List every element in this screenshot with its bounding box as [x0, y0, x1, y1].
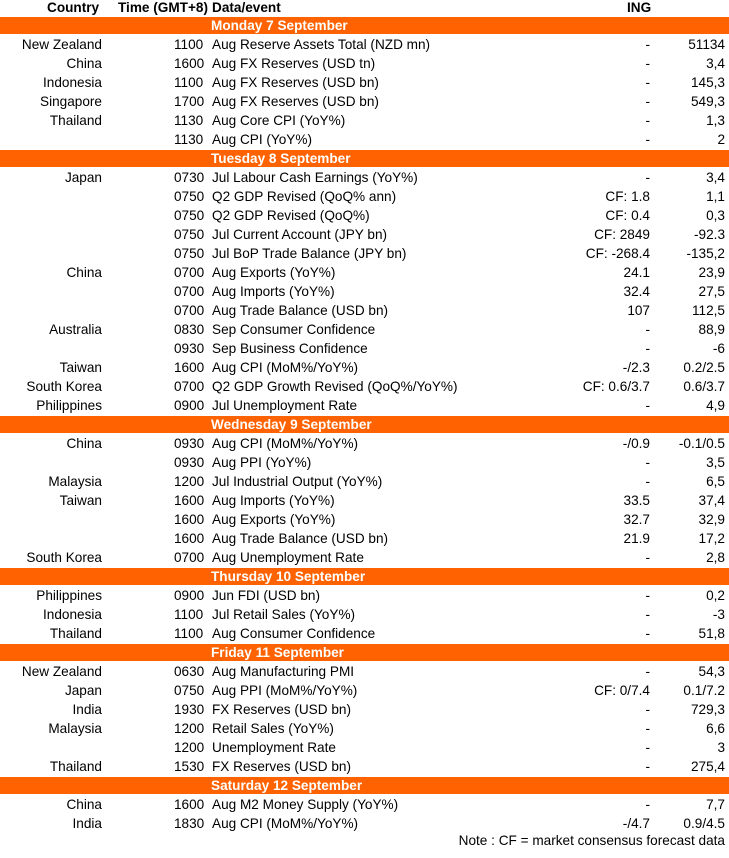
cell-country: Australia — [49, 322, 102, 337]
cell-previous: -3 — [712, 607, 725, 622]
cell-ing-forecast: - — [645, 94, 650, 109]
cell-country: New Zealand — [21, 664, 102, 679]
table-row — [0, 529, 729, 548]
cell-previous: 4,9 — [706, 398, 725, 413]
cell-time: 0930 — [174, 455, 205, 470]
cell-ing-forecast: - — [645, 702, 650, 717]
cell-country: Indonesia — [43, 75, 102, 90]
cell-time: 0700 — [174, 284, 205, 299]
cell-event: Sep Business Confidence — [212, 341, 368, 356]
table-row — [0, 434, 729, 453]
cell-time: 0750 — [174, 227, 205, 242]
day-title: Thursday 10 September — [211, 569, 366, 584]
cell-ing-forecast: -/2.3 — [622, 360, 650, 375]
cell-previous: 3,4 — [706, 170, 725, 185]
cell-ing-forecast: CF: 1.8 — [605, 189, 650, 204]
cell-time: 0700 — [174, 550, 205, 565]
footnote: Note : CF = market consensus forecast data — [458, 833, 725, 848]
cell-event: Aug CPI (MoM%/YoY%) — [212, 816, 359, 831]
cell-country: India — [72, 702, 102, 717]
cell-country: Philippines — [36, 398, 102, 413]
cell-event: Aug Unemployment Rate — [212, 550, 364, 565]
table-row — [0, 396, 729, 415]
cell-event: Aug Exports (YoY%) — [212, 512, 336, 527]
cell-ing-forecast: CF: 2849 — [594, 227, 650, 242]
cell-time: 0750 — [174, 208, 205, 223]
day-header — [0, 150, 729, 167]
cell-previous: 0.9/4.5 — [683, 816, 725, 831]
cell-time: 1200 — [174, 740, 205, 755]
cell-country: Singapore — [40, 94, 102, 109]
cell-event: Aug CPI (MoM%/YoY%) — [212, 360, 359, 375]
table-row — [0, 700, 729, 719]
cell-previous: 1,3 — [706, 113, 725, 128]
cell-event: Q2 GDP Revised (QoQ%) — [212, 208, 370, 223]
day-title: Wednesday 9 September — [211, 417, 372, 432]
cell-ing-forecast: - — [645, 113, 650, 128]
day-title: Tuesday 8 September — [211, 151, 351, 166]
cell-event: Aug Exports (YoY%) — [212, 265, 336, 280]
cell-country: New Zealand — [21, 37, 102, 52]
cell-ing-forecast: - — [645, 626, 650, 641]
cell-previous: 145,3 — [690, 75, 725, 90]
table-row — [0, 206, 729, 225]
day-header — [0, 644, 729, 661]
cell-event: Jul BoP Trade Balance (JPY bn) — [212, 246, 407, 261]
table-row — [0, 320, 729, 339]
cell-ing-forecast: - — [645, 721, 650, 736]
cell-event: Aug FX Reserves (USD bn) — [212, 94, 379, 109]
cell-previous: 0,3 — [706, 208, 725, 223]
table-row — [0, 301, 729, 320]
cell-event: Aug Trade Balance (USD bn) — [212, 531, 389, 546]
table-row — [0, 244, 729, 263]
header-event: Data/event — [212, 0, 281, 15]
cell-time: 1600 — [174, 360, 205, 375]
cell-ing-forecast: - — [645, 170, 650, 185]
cell-event: Aug Reserve Assets Total (NZD mn) — [212, 37, 431, 52]
cell-previous: 23,9 — [698, 265, 725, 280]
cell-time: 1600 — [174, 512, 205, 527]
cell-ing-forecast: - — [645, 759, 650, 774]
cell-time: 1130 — [174, 132, 204, 147]
cell-ing-forecast: 107 — [627, 303, 650, 318]
cell-previous: 7,7 — [706, 797, 725, 812]
table-row — [0, 92, 729, 111]
cell-country: Thailand — [49, 113, 102, 128]
cell-ing-forecast: - — [645, 132, 650, 147]
cell-previous: 2 — [717, 132, 725, 147]
cell-country: Indonesia — [43, 607, 102, 622]
header-row — [0, 0, 729, 16]
cell-ing-forecast: - — [645, 588, 650, 603]
table-row — [0, 605, 729, 624]
table-row — [0, 662, 729, 681]
cell-country: Thailand — [49, 626, 102, 641]
cell-ing-forecast: - — [645, 398, 650, 413]
table-body — [0, 17, 729, 833]
table-row — [0, 54, 729, 73]
cell-ing-forecast: CF: -268.4 — [585, 246, 650, 261]
cell-ing-forecast: 33.5 — [623, 493, 650, 508]
cell-event: Aug CPI (MoM%/YoY%) — [212, 436, 359, 451]
cell-ing-forecast: - — [645, 740, 650, 755]
cell-country: Taiwan — [59, 360, 102, 375]
cell-time: 0700 — [174, 379, 205, 394]
cell-previous: 1,1 — [706, 189, 725, 204]
cell-ing-forecast: 21.9 — [623, 531, 650, 546]
day-title: Friday 11 September — [211, 645, 344, 660]
table-row — [0, 738, 729, 757]
cell-time: 0750 — [174, 189, 205, 204]
cell-time: 0700 — [174, 303, 205, 318]
day-header — [0, 777, 729, 794]
cell-time: 1530 — [174, 759, 205, 774]
cell-time: 0900 — [174, 398, 205, 413]
cell-previous: -92.3 — [694, 227, 725, 242]
cell-previous: 112,5 — [691, 303, 725, 318]
cell-event: Unemployment Rate — [212, 740, 336, 755]
cell-event: Jul Unemployment Rate — [212, 398, 358, 413]
cell-time: 0750 — [174, 683, 205, 698]
cell-event: Retail Sales (YoY%) — [212, 721, 334, 736]
cell-event: Aug Manufacturing PMI — [212, 664, 355, 679]
cell-time: 1700 — [174, 94, 205, 109]
cell-time: 1130 — [174, 113, 204, 128]
cell-time: 0630 — [174, 664, 205, 679]
cell-event: Aug PPI (YoY%) — [212, 455, 312, 470]
cell-previous: 3 — [717, 740, 725, 755]
cell-event: Aug Core CPI (YoY%) — [212, 113, 346, 128]
cell-time: 1930 — [174, 702, 205, 717]
table-row — [0, 35, 729, 54]
table-row — [0, 111, 729, 130]
cell-previous: -6 — [712, 341, 725, 356]
cell-previous: 17,2 — [698, 531, 725, 546]
cell-event: Aug CPI (YoY%) — [212, 132, 312, 147]
cell-event: Sep Consumer Confidence — [212, 322, 376, 337]
cell-country: China — [66, 265, 102, 280]
cell-event: Jul Retail Sales (YoY%) — [212, 607, 356, 622]
cell-event: FX Reserves (USD bn) — [212, 759, 351, 774]
table-row — [0, 548, 729, 567]
cell-country: Malaysia — [48, 474, 102, 489]
cell-time: 0900 — [174, 588, 205, 603]
table-row — [0, 339, 729, 358]
cell-ing-forecast: - — [645, 474, 650, 489]
table-row — [0, 73, 729, 92]
cell-event: Aug Imports (YoY%) — [212, 493, 335, 508]
table-row — [0, 586, 729, 605]
day-title: Monday 7 September — [211, 18, 348, 33]
cell-country: China — [66, 56, 102, 71]
table-row — [0, 225, 729, 244]
table-row — [0, 681, 729, 700]
cell-event: Aug Consumer Confidence — [212, 626, 376, 641]
table-row — [0, 377, 729, 396]
cell-event: Aug Trade Balance (USD bn) — [212, 303, 389, 318]
table-row — [0, 719, 729, 738]
cell-ing-forecast: CF: 0/7.4 — [594, 683, 650, 698]
cell-ing-forecast: CF: 0.6/3.7 — [582, 379, 650, 394]
cell-ing-forecast: -/0.9 — [622, 436, 650, 451]
cell-event: Aug PPI (MoM%/YoY%) — [212, 683, 358, 698]
cell-ing-forecast: - — [645, 455, 650, 470]
cell-event: Aug FX Reserves (USD bn) — [212, 75, 379, 90]
cell-country: South Korea — [26, 550, 102, 565]
cell-time: 1600 — [174, 56, 205, 71]
cell-time: 1100 — [174, 607, 204, 622]
cell-time: 1600 — [174, 531, 205, 546]
table-row — [0, 472, 729, 491]
cell-ing-forecast: - — [645, 37, 650, 52]
cell-previous: 37,4 — [698, 493, 725, 508]
cell-country: Philippines — [36, 588, 102, 603]
cell-time: 1100 — [174, 75, 204, 90]
cell-previous: 0.1/7.2 — [683, 683, 725, 698]
cell-previous: 88,9 — [698, 322, 725, 337]
cell-previous: 549,3 — [690, 94, 725, 109]
cell-ing-forecast: - — [645, 797, 650, 812]
cell-time: 1100 — [174, 37, 204, 52]
cell-event: Aug Imports (YoY%) — [212, 284, 335, 299]
cell-time: 1100 — [174, 626, 204, 641]
cell-ing-forecast: - — [645, 322, 650, 337]
cell-time: 1830 — [174, 816, 205, 831]
cell-time: 0930 — [174, 436, 205, 451]
cell-ing-forecast: - — [645, 550, 650, 565]
cell-ing-forecast: 32.4 — [623, 284, 650, 299]
cell-previous: 0,2 — [706, 588, 725, 603]
cell-event: Jul Industrial Output (YoY%) — [212, 474, 383, 489]
cell-country: Thailand — [49, 759, 102, 774]
cell-country: Malaysia — [48, 721, 102, 736]
table-row — [0, 795, 729, 814]
table-row — [0, 510, 729, 529]
cell-previous: 3,4 — [706, 56, 725, 71]
cell-event: Q2 GDP Revised (QoQ% ann) — [212, 189, 397, 204]
table-row — [0, 282, 729, 301]
cell-previous: 6,6 — [706, 721, 725, 736]
cell-time: 0930 — [174, 341, 205, 356]
cell-event: Jun FDI (USD bn) — [212, 588, 321, 603]
table-row — [0, 757, 729, 776]
cell-time: 0730 — [174, 170, 205, 185]
cell-ing-forecast: 32.7 — [623, 512, 650, 527]
table-row — [0, 453, 729, 472]
cell-ing-forecast: - — [645, 56, 650, 71]
cell-previous: 51,8 — [698, 626, 725, 641]
cell-previous: 6,5 — [706, 474, 725, 489]
header-time: Time (GMT+8) — [118, 0, 209, 15]
cell-country: India — [72, 816, 102, 831]
cell-previous: 275,4 — [690, 759, 725, 774]
cell-ing-forecast: - — [645, 341, 650, 356]
cell-previous: 3,5 — [706, 455, 725, 470]
cell-ing-forecast: - — [645, 607, 650, 622]
cell-event: Jul Current Account (JPY bn) — [212, 227, 388, 242]
cell-country: Japan — [64, 683, 102, 698]
table-row — [0, 263, 729, 282]
cell-previous: -135,2 — [686, 246, 725, 261]
cell-country: China — [66, 436, 102, 451]
cell-country: China — [66, 797, 102, 812]
cell-event: Aug M2 Money Supply (YoY%) — [212, 797, 399, 812]
day-header — [0, 416, 729, 433]
cell-previous: 2,8 — [706, 550, 725, 565]
cell-time: 0700 — [174, 265, 205, 280]
cell-event: Q2 GDP Growth Revised (QoQ%/YoY%) — [212, 379, 458, 394]
cell-time: 1600 — [174, 493, 205, 508]
cell-previous: 27,5 — [698, 284, 725, 299]
cell-time: 1600 — [174, 797, 205, 812]
cell-time: 1200 — [174, 474, 205, 489]
cell-previous: 54,3 — [698, 664, 725, 679]
day-header — [0, 17, 729, 34]
table-row — [0, 358, 729, 377]
table-row — [0, 491, 729, 510]
cell-time: 0830 — [174, 322, 205, 337]
cell-ing-forecast: -/4.7 — [622, 816, 650, 831]
table-row — [0, 130, 729, 149]
cell-event: Aug FX Reserves (USD tn) — [212, 56, 376, 71]
table-row — [0, 187, 729, 206]
day-header — [0, 568, 729, 585]
day-title: Saturday 12 September — [211, 778, 363, 793]
cell-country: Japan — [64, 170, 102, 185]
cell-previous: -0.1/0.5 — [678, 436, 725, 451]
table-row — [0, 168, 729, 187]
cell-time: 0750 — [174, 246, 205, 261]
cell-event: Jul Labour Cash Earnings (YoY%) — [212, 170, 418, 185]
header-country: Country — [47, 0, 100, 15]
cell-previous: 51134 — [688, 37, 725, 52]
table-row — [0, 814, 729, 833]
cell-previous: 729,3 — [690, 702, 725, 717]
cell-previous: 0.2/2.5 — [683, 360, 725, 375]
cell-country: Taiwan — [59, 493, 102, 508]
cell-ing-forecast: - — [645, 75, 650, 90]
cell-country: South Korea — [26, 379, 102, 394]
cell-time: 1200 — [174, 721, 205, 736]
cell-ing-forecast: CF: 0.4 — [605, 208, 650, 223]
cell-previous: 32,9 — [698, 512, 725, 527]
cell-event: FX Reserves (USD bn) — [212, 702, 351, 717]
table-row — [0, 624, 729, 643]
header-ing: ING — [627, 0, 652, 15]
cell-ing-forecast: - — [645, 664, 650, 679]
cell-previous: 0.6/3.7 — [683, 379, 725, 394]
cell-ing-forecast: 24.1 — [623, 265, 650, 280]
